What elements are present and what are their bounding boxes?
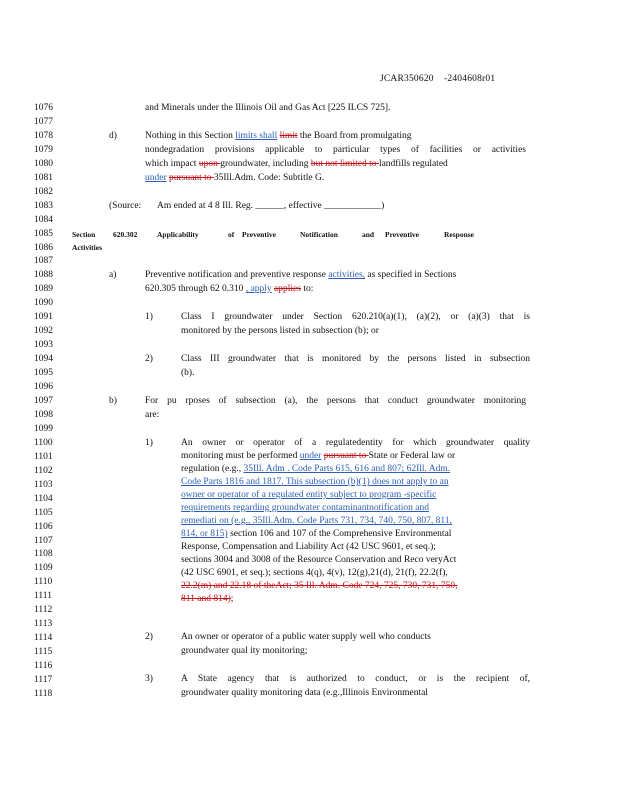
- label-text: 1): [145, 438, 153, 448]
- line-number: 1103: [34, 479, 53, 490]
- heading-text: Preventive: [242, 230, 277, 239]
- heading-word: [228, 230, 234, 240]
- heading-text: Response: [444, 230, 475, 239]
- heading-word: [300, 230, 338, 240]
- label-text: 1): [145, 312, 153, 322]
- inserted-text: Code Parts 1816 and 1817. This subsection (b)(1) does not apply to an: [181, 477, 449, 487]
- line-number: 1084: [34, 214, 53, 225]
- line-number: 1107: [34, 535, 53, 546]
- deleted-text: applies: [274, 284, 301, 294]
- line-1118: [181, 688, 428, 698]
- line-number: 1079: [34, 144, 53, 155]
- text-run: (b).: [181, 368, 195, 378]
- line-number: 1116: [34, 661, 53, 671]
- line-number: 1076: [34, 103, 53, 113]
- list-label: [145, 438, 153, 448]
- label-text: b): [109, 396, 117, 406]
- line-1117: [181, 674, 530, 684]
- text-run: are:: [145, 410, 160, 420]
- line-number: 1092: [34, 326, 53, 337]
- line-number: 1095: [34, 368, 53, 379]
- line-1097: [145, 396, 526, 406]
- text-run: Nothing in this Section: [145, 131, 236, 141]
- inserted-text: under: [145, 173, 167, 183]
- inserted-text: requirements regarding groundwater contaminantnotification and: [181, 503, 429, 513]
- line-1094: [181, 354, 530, 364]
- line-number: 1113: [34, 619, 53, 630]
- line-1106: [181, 516, 452, 526]
- line-number: 1083: [34, 200, 53, 211]
- line-1083: [157, 201, 384, 211]
- line-number: 1115: [34, 647, 53, 657]
- label-text: d): [109, 131, 117, 141]
- line-1110: [181, 568, 448, 578]
- line-1091: [181, 312, 530, 322]
- line-number: 1089: [34, 284, 53, 295]
- heading-text: of: [228, 230, 235, 239]
- line-number: 1117: [34, 674, 53, 685]
- line-number: 1112: [34, 605, 53, 616]
- line-number: 1114: [34, 633, 53, 644]
- deleted-text: 811 and 814): [181, 594, 231, 604]
- line-1107: [181, 529, 451, 539]
- line-number: 1110: [34, 577, 53, 588]
- text-run: monitoring must be performed: [181, 451, 300, 461]
- line-1076: [145, 103, 390, 113]
- text-run: State or Federal law or: [368, 451, 456, 461]
- source-label: [109, 201, 141, 211]
- text-run: (42 USC 6901, et seq.); sections 4(q), 4(v), 12(g),21(d), 21(f), 22.2(f),: [181, 568, 448, 578]
- line-1095: [181, 368, 194, 378]
- text-run: ;: [230, 594, 234, 604]
- line-number: 1096: [34, 382, 53, 392]
- text-run: A State agency that is authorized to conduct, or is the recipient of,: [181, 674, 530, 684]
- line-number: 1088: [34, 270, 53, 281]
- text-run: (Source:: [109, 201, 142, 211]
- heading-text: Applicability: [157, 230, 199, 239]
- text-run: sections 3004 and 3008 of the Resource Conservation and Reco veryAct: [181, 555, 457, 565]
- line-1098: [145, 410, 159, 420]
- label-text: 2): [145, 354, 153, 364]
- line-1115: [181, 646, 307, 656]
- line-1103: [181, 477, 449, 487]
- inserted-text: activities,: [328, 270, 366, 280]
- line-1081: [145, 173, 324, 183]
- line-1112: [181, 594, 233, 604]
- line-number: 1100: [34, 437, 53, 448]
- text-run: as specified in Sections: [365, 270, 457, 280]
- section-word: [72, 230, 95, 240]
- heading-text: Notification: [300, 230, 338, 239]
- label-text: 2): [145, 632, 153, 642]
- line-1114: [181, 632, 431, 642]
- line-1102: [181, 464, 450, 474]
- line-1088: [145, 270, 456, 280]
- heading-word: [444, 230, 474, 240]
- list-label: [145, 674, 153, 684]
- section-number: [113, 230, 137, 240]
- deleted-text: 22.2(m) and 22.18 of theAct; 35 Ill. Adm. Code 724, 725, 730, 731, 750,: [181, 581, 458, 591]
- line-number: 1108: [34, 549, 53, 560]
- label-text: a): [109, 270, 117, 280]
- text-run: Class I groundwater under Section 620.210(a)(1), (a)(2), or (a)(3) that is: [181, 312, 530, 322]
- text-run: which impact: [145, 159, 199, 169]
- line-1092: [181, 326, 379, 336]
- heading-word: [242, 230, 276, 240]
- line-number: 1085: [34, 228, 53, 239]
- text-run: regulation (e.g.,: [181, 464, 244, 474]
- text-run: groundwater quality monitoring data (e.g.,Illinois Environmental: [181, 688, 428, 698]
- line-1111: [181, 581, 458, 591]
- line-1100: [181, 438, 530, 448]
- doc-id: JCAR350620: [380, 74, 434, 84]
- list-label: [109, 396, 117, 406]
- text-run: An owner or operator of a regulatedentity for which groundwater quality: [181, 438, 530, 448]
- line-number: 1087: [34, 256, 53, 267]
- text-run: 620.305 through 62 0.310: [145, 284, 246, 294]
- deleted-text: pursuant to: [169, 173, 214, 183]
- line-1109: [181, 555, 456, 565]
- text-run: Response, Compensation and Liability Act (42 USC 9601, et seq.);: [181, 542, 436, 552]
- text-run: groundwater qual ity monitoring;: [181, 646, 308, 656]
- inserted-text: 814, or 815): [181, 529, 228, 539]
- line-number: 1077: [34, 117, 53, 127]
- line-number: 1091: [34, 312, 53, 323]
- line-1104: [181, 490, 436, 500]
- text-run: For pu rposes of subsection (a), the persons that conduct groundwater monitoring: [145, 396, 526, 406]
- line-number: 1078: [34, 130, 53, 141]
- doc-version: -2404608r01: [444, 74, 496, 84]
- text-run: to:: [300, 284, 314, 294]
- line-number: 1101: [34, 451, 53, 462]
- line-number: 1111: [34, 591, 52, 602]
- inserted-text: 35Ill. Adm . Code Parts 615, 616 and 807; 62Ill. Adm.: [243, 464, 451, 474]
- list-label: [109, 131, 117, 141]
- inserted-text: , apply: [245, 284, 272, 294]
- heading-text: Section: [72, 230, 96, 239]
- line-number: 1099: [34, 423, 53, 434]
- line-number: 1118: [34, 688, 53, 699]
- line-1080: [145, 159, 448, 169]
- inserted-text: under: [299, 451, 322, 461]
- text-run: Class III groundwater that is monitored by the persons listed in subsection: [181, 354, 530, 364]
- deleted-text: limit: [279, 131, 298, 141]
- text-run: 35Ill.Adm. Code: Subtitle G.: [213, 173, 325, 183]
- heading-word: [362, 230, 374, 240]
- deleted-text: pursuant to: [323, 451, 369, 461]
- list-label: [109, 270, 116, 280]
- line-number: 1086: [34, 242, 53, 253]
- heading-word: [72, 243, 102, 253]
- document-header: [380, 74, 495, 84]
- line-number: 1104: [34, 493, 53, 504]
- line-number: 1109: [34, 563, 53, 574]
- label-text: 3): [145, 674, 153, 684]
- text-run: monitored by the persons listed in subsection (b); or: [181, 326, 379, 336]
- text-run: the Board from promulgating: [297, 131, 412, 141]
- text-run: nondegradation provisions applicable to particular types of facilities or activities: [145, 145, 526, 155]
- list-label: [145, 354, 153, 364]
- inserted-text: owner or operator of a regulated entity subject to program -specific: [181, 490, 437, 500]
- line-number: 1105: [34, 507, 53, 518]
- heading-text: Activities: [72, 243, 102, 252]
- text-run: Am ended at 4 8 Ill. Reg. ______, effective ____________): [157, 201, 385, 211]
- line-1105: [181, 503, 429, 513]
- line-1101: [181, 451, 455, 461]
- line-number: 1102: [34, 465, 53, 476]
- line-number: 1106: [34, 521, 53, 532]
- text-run: groundwater, including: [220, 159, 311, 169]
- deleted-text: upon: [198, 159, 221, 169]
- inserted-text: limits shall: [235, 131, 278, 141]
- text-run: landfills regulated: [378, 159, 448, 169]
- line-number: 1080: [34, 158, 53, 169]
- heading-word: [157, 230, 199, 240]
- text-run: Preventive notification and preventive response: [145, 270, 329, 280]
- heading-text: and: [362, 230, 375, 239]
- text-run: and Minerals under the Illinois Oil and Gas Act [225 ILCS 725].: [145, 103, 391, 113]
- text-run: section 106 and 107 of the Comprehensive Environmental: [227, 529, 452, 539]
- line-1089: [145, 284, 313, 294]
- line-number: 1098: [34, 409, 53, 420]
- line-number: 1082: [34, 186, 53, 197]
- inserted-text: remediati on (e.g., 35Ill.Adm. Code Parts 731, 734, 740, 750, 807, 811,: [181, 516, 452, 526]
- deleted-text: but not limited to: [310, 159, 379, 169]
- heading-text: 620.302: [113, 230, 138, 239]
- line-1079: [145, 145, 526, 155]
- line-number: 1081: [34, 172, 53, 183]
- list-label: [145, 632, 153, 642]
- line-number: 1097: [34, 395, 53, 406]
- list-label: [145, 312, 153, 322]
- heading-word: [385, 230, 419, 240]
- text-run: An owner or operator of a public water supply well who conducts: [181, 632, 431, 642]
- line-number: 1093: [34, 340, 53, 351]
- line-1108: [181, 542, 436, 552]
- line-number: 1094: [34, 354, 53, 365]
- heading-text: Preventive: [385, 230, 420, 239]
- line-number: 1090: [34, 298, 53, 309]
- line-1078: [145, 131, 412, 141]
